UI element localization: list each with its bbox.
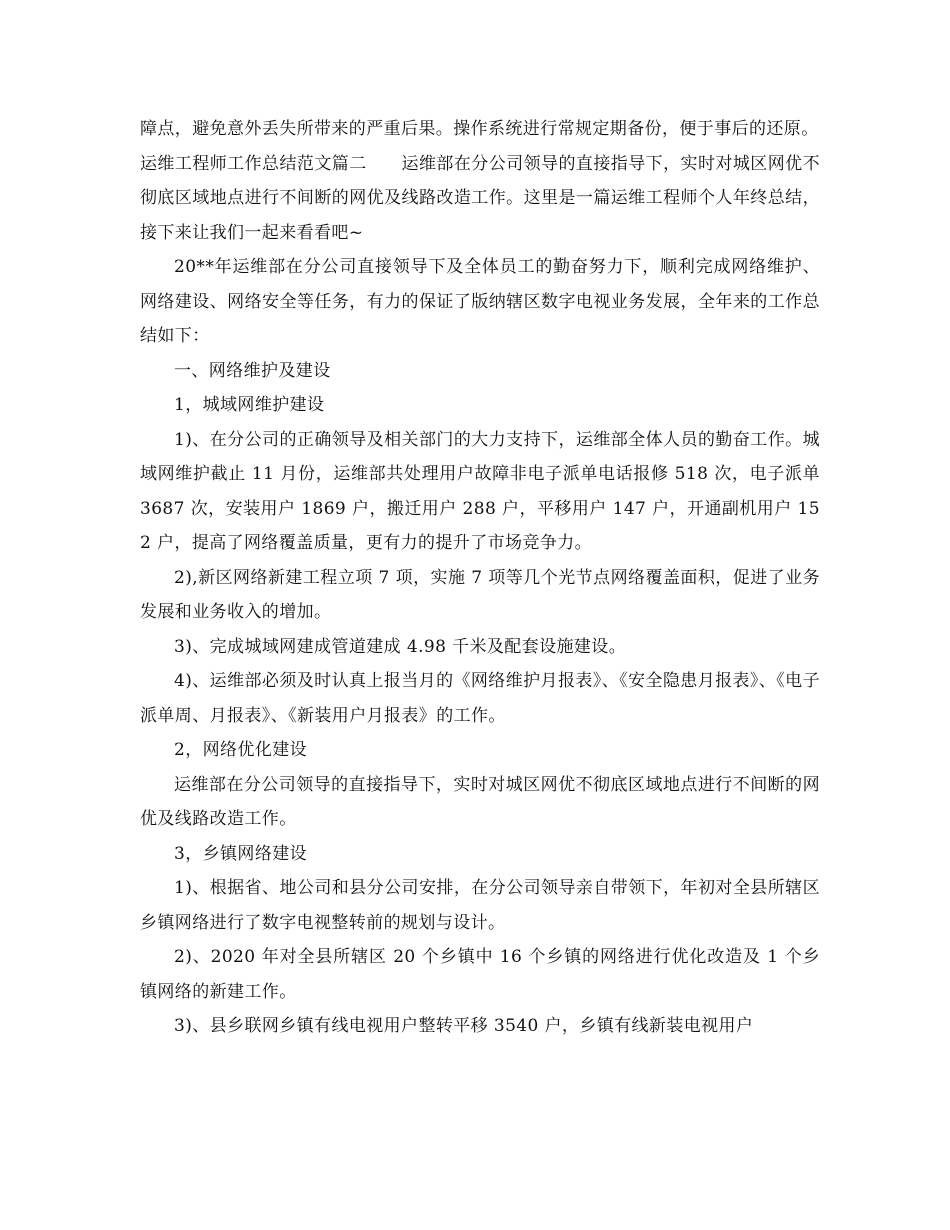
paragraph: 运维部在分公司领导的直接指导下，实时对城区网优不彻底区域地点进行不间断的网优及线路改造工作。	[140, 774, 820, 829]
paragraph: 1)、在分公司的正确领导及相关部门的大力支持下，运维部全体人员的勤奋工作。城域网维护截止 11 月份，运维部共处理用户故障非电子派单电话报修 518 次，电子派单 3687 次，安装用户 1869 户，搬迁用户 288 户，平移用户 147 户，开通副机用户 152 户，提高了网络覆盖质量，更有力的提升了市场竞争力。	[140, 429, 820, 553]
paragraph: 2)、2020 年对全县所辖区 20 个乡镇中 16 个乡镇的网络进行优化改造及 1 个乡镇网络的新建工作。	[140, 947, 820, 1002]
paragraph-section-title: 运维工程师工作总结范文篇二 运维部在分公司领导的直接指导下，实时对城区网优不彻底区域地点进行不间断的网优及线路改造工作。这里是一篇运维工程师个人年终总结，接下来让我们一起来看看吧~	[140, 153, 820, 243]
subsection-heading: 3，乡镇网络建设	[174, 843, 308, 864]
subsection-heading: 2，网络优化建设	[174, 740, 308, 760]
paragraph: 障点，避免意外丢失所带来的严重后果。操作系统进行常规定期备份，便于事后的还原。	[140, 119, 819, 139]
paragraph: 1)、根据省、地公司和县分公司安排，在分公司领导亲自带领下，年初对全县所辖区乡镇网络进行了数字电视整转前的规划与设计。	[140, 878, 820, 933]
section-heading: 一、网络维护及建设	[174, 360, 331, 381]
document-body	[140, 112, 820, 1044]
paragraph: 4)、运维部必须及时认真上报当月的《网络维护月报表》、《安全隐患月报表》、《电子派单周、月报表》、《新装用户月报表》的工作。	[140, 671, 820, 726]
paragraph: 20**年运维部在分公司直接领导下及全体员工的勤奋努力下，顺利完成网络维护、网络建设、网络安全等任务，有力的保证了版纳辖区数字电视业务发展，全年来的工作总结如下：	[140, 257, 820, 346]
subsection-heading: 1，城域网维护建设	[174, 395, 325, 415]
paragraph: 3)、完成城域网建成管道建成 4.98 千米及配套设施建设。	[174, 636, 627, 657]
paragraph: 3)、县乡联网乡镇有线电视用户整转平移 3540 户，乡镇有线新装电视用户	[174, 1016, 754, 1036]
paragraph: 2),新区网络新建工程立项 7 项，实施 7 项等几个光节点网络覆盖面积，促进了业务发展和业务收入的增加。	[140, 567, 820, 622]
